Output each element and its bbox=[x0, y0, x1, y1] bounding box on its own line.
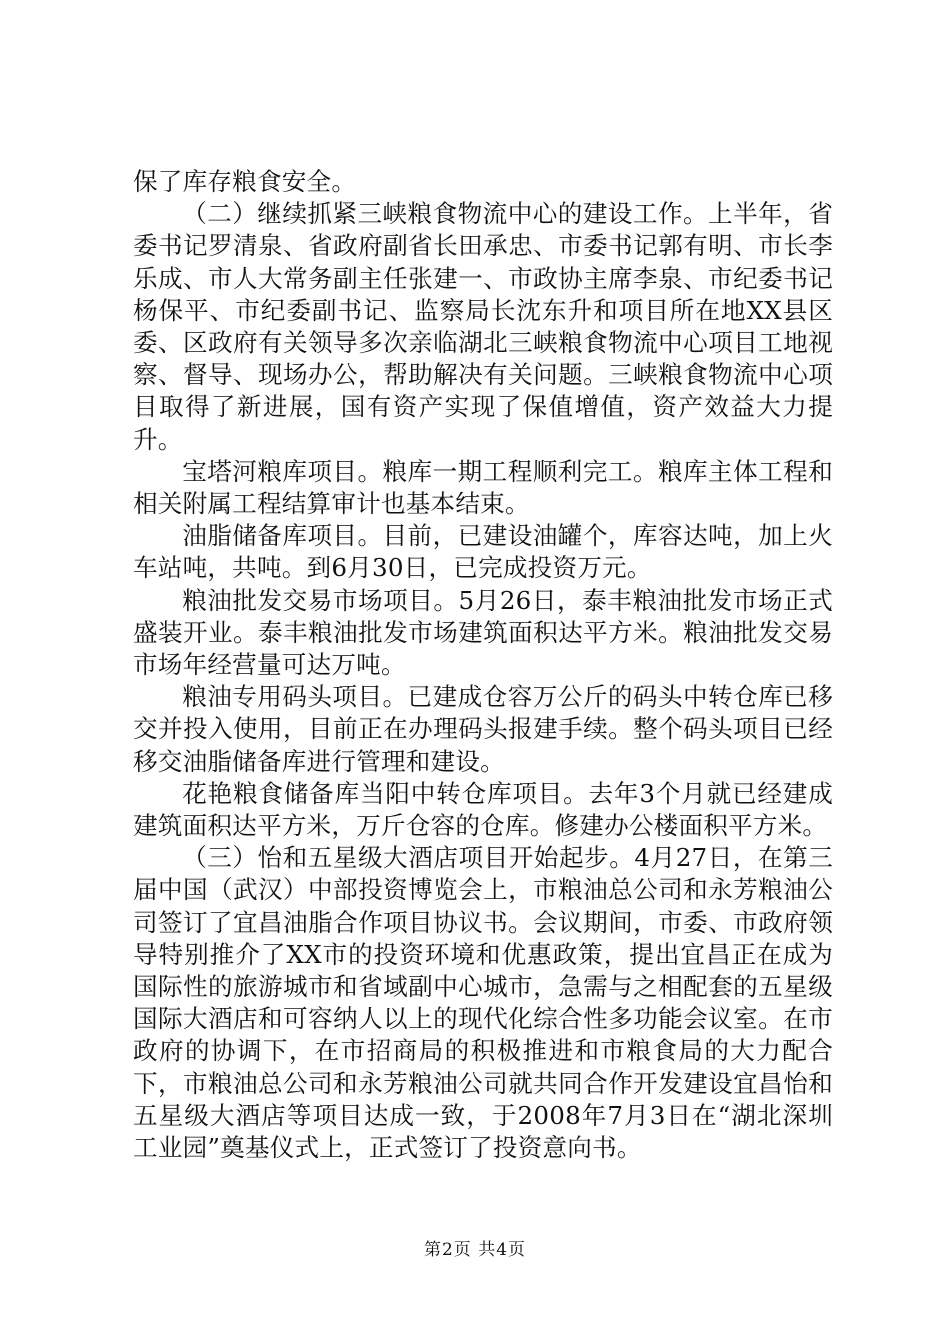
paragraph-logistics-center: （二）继续抓紧三峡粮食物流中心的建设工作。上半年，省委书记罗清泉、省政府副省长田承忠、市委书记郭有明、市长李乐成、市人大常务副主任张建一、市政协主席李泉、市纪委书记杨保平、市纪委副书记、监察局长沈东升和项目所在地XX县区委、区政府有关领导多次亲临湖北三峡粮食物流中心项目工地视察、督导、现场办公，帮助解决有关问题。三峡粮食物流中心项目取得了新进展，国有资产实现了保值增值，资产效益大力提升。 bbox=[133, 199, 833, 454]
paragraph-baotahe-granary: 宝塔河粮库项目。粮库一期工程顺利完工。粮库主体工程和相关附属工程结算审计也基本结束。 bbox=[133, 456, 833, 519]
paragraph-huayan-warehouse: 花艳粮食储备库当阳中转仓库项目。去年3个月就已经建成建筑面积达平方米，万斤仓容的仓库。修建办公楼面积平方米。 bbox=[133, 778, 833, 841]
paragraph-wharf: 粮油专用码头项目。已建成仓容万公斤的码头中转仓库已移交并投入使用，目前正在办理码头报建手续。整个码头项目已经移交油脂储备库进行管理和建设。 bbox=[133, 682, 833, 776]
paragraph-hotel-project: （三）怡和五星级大酒店项目开始起步。4月27日，在第三届中国（武汉）中部投资博览会上，市粮油总公司和永芳粮油公司签订了宜昌油脂合作项目协议书。会议期间，市委、市政府领导特别推介了XX市的投资环境和优惠政策，提出宜昌正在成为国际性的旅游城市和省域副中心城市，急需与之相配套的五星级国际大酒店和可容纳人以上的现代化综合性多功能会议室。在市政府的协调下，在市招商局的积极推进和市粮食局的大力配合下，市粮油总公司和永芳粮油公司就共同合作开发建设宜昌怡和五星级大酒店等项目达成一致，于2008年7月3日在“湖北深圳工业园”奠基仪式上，正式签订了投资意向书。 bbox=[133, 843, 833, 1163]
document-body bbox=[133, 166, 833, 1164]
paragraph-wholesale-market: 粮油批发交易市场项目。5月26日，泰丰粮油批发市场正式盛装开业。泰丰粮油批发市场建筑面积达平方米。粮油批发交易市场年经营量可达万吨。 bbox=[133, 585, 833, 680]
page-footer: 第2页 共4页 bbox=[423, 1240, 527, 1260]
paragraph-oil-reserve: 油脂储备库项目。目前，已建设油罐个，库容达吨，加上火车站吨，共吨。到6月30日，已完成投资万元。 bbox=[133, 521, 833, 583]
paragraph-continuation: 保了库存粮食安全。 bbox=[133, 167, 357, 196]
